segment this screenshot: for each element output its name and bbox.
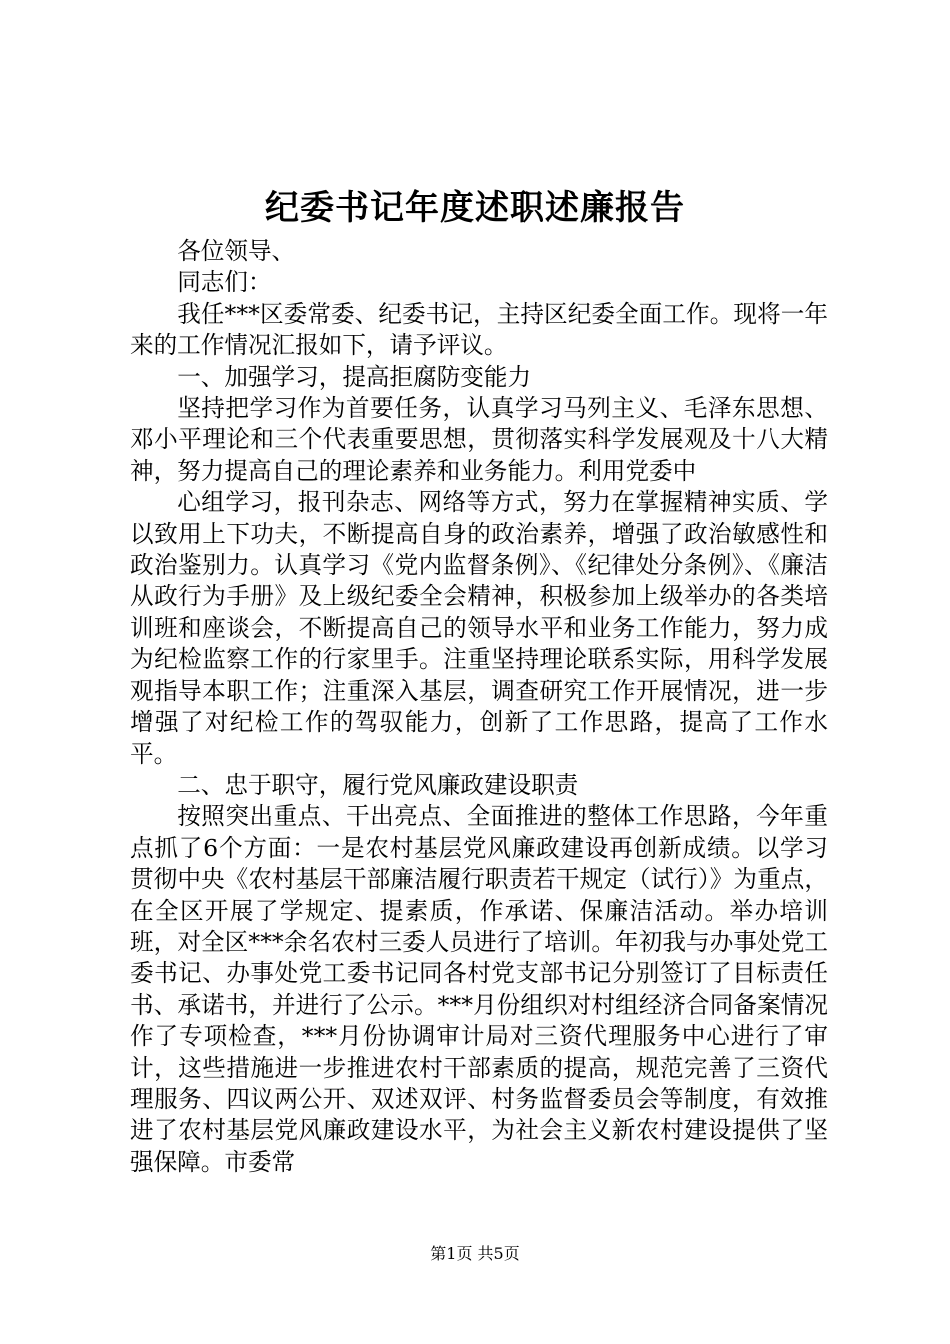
salutation-line-1: 各位领导、 [177, 237, 296, 265]
intro-paragraph: 我任***区委常委、纪委书记，主持区纪委全面工作。现将一年来的工作情况汇报如下，请予评议。 [130, 299, 828, 360]
body-paragraph: 坚持把学习作为首要任务，认真学习马列主义、毛泽东思想、邓小平理论和三个代表重要思想，贯彻落实科学发展观及十八大精神，努力提高自己的理论素养和业务能力。利用党委中 [130, 394, 828, 485]
salutation-line-2: 同志们： [177, 268, 272, 297]
body-paragraph: 心组学习，报刊杂志、网络等方式，努力在掌握精神实质、学以致用上下功夫，不断提高自身的政治素养，增强了政治敏感性和政治鉴别力。认真学习《党内监督条例》、《纪律处分条例》、《廉洁从政行为手册》及上级纪委全会精神，积极参加上级举办的各类培训班和座谈会，不断提高自己的领导水平和业务工作能力，努力成为纪检监察工作的行家里手。注重坚持理论联系实际，用科学发展观指导本职工作；注重深入基层，调查研究工作开展情况，进一步增强了对纪检工作的驾驭能力，创新了工作思路，提高了工作水平。 [130, 488, 828, 768]
document-title: 纪委书记年度述职述廉报告 [265, 188, 685, 228]
body-paragraph: 按照突出重点、干出亮点、全面推进的整体工作思路，今年重点抓了6个方面：一是农村基层党风廉政建设再创新成绩。以学习贯彻中央《农村基层干部廉洁履行职责若干规定（试行）》为重点，在全区开展了学规定、提素质，作承诺、保廉洁活动。举办培训班，对全区***余名农村三委人员进行了培训。年初我与办事处党工委书记、办事处党工委书记同各村党支部书记分别签订了目标责任书、承诺书，并进行了公示。***月份组织对村组经济合同备案情况作了专项检查，***月份协调审计局对三资代理服务中心进行了审计，这些措施进一步推进农村干部素质的提高，规范完善了三资代理服务、四议两公开、双述双评、村务监督委员会等制度，有效推进了农村基层党风廉政建设水平，为社会主义新农村建设提供了坚强保障。市委常 [130, 802, 828, 1176]
page-footer: 第1页 共5页 [430, 1244, 520, 1263]
section-heading-1: 一、加强学习，提高拒腐防变能力 [177, 362, 532, 391]
section-heading-2: 二、忠于职守，履行党风廉政建设职责 [177, 770, 579, 799]
document-body [130, 236, 828, 1178]
